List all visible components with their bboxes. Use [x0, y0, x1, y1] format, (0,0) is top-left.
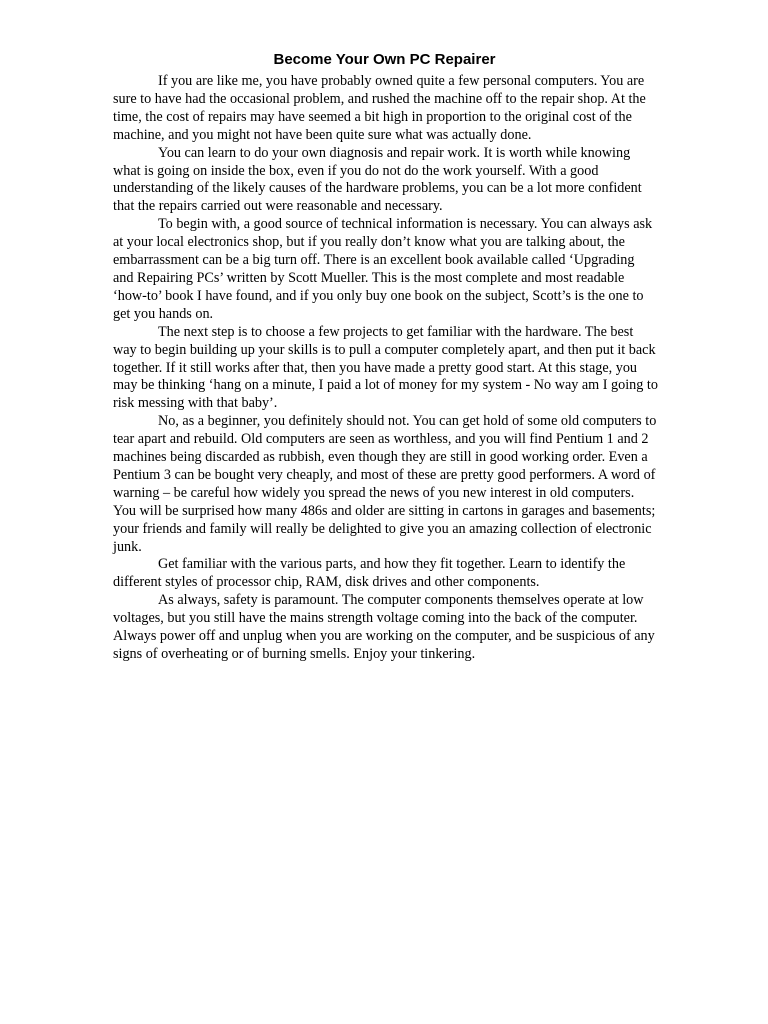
document-title: Become Your Own PC Repairer — [273, 51, 496, 68]
paragraph-4: The next step is to choose a few projects to get familiar with the hardware. The best way to begin building up your skills is to pull a computer completely apart, and then put it back together. If it still works after that, then you have made a pretty good start. At this stage, you may be thinking ‘hang on a minute, I paid a lot of money for my system - No way am I going to risk messing with that baby’. — [113, 323, 658, 412]
document-body — [113, 73, 658, 664]
paragraph-7: As always, safety is paramount. The computer components themselves operate at low voltages, but you still have the mains strength voltage coming into the back of the computer. Always power off and unplug when you are working on the computer, and be suspicious of any signs of overheating or of burning smells. Enjoy your tinkering. — [113, 592, 655, 662]
paragraph-1: If you are like me, you have probably owned quite a few personal computers. You are sure to have had the occasional problem, and rushed the machine off to the repair shop. At the time, the cost of repairs may have seemed a bit high in proportion to the original cost of the machine, and you might not have been quite sure what was actually done. — [113, 73, 646, 143]
paragraph-6: Get familiar with the various parts, and how they fit together. Learn to identify the different styles of processor chip, RAM, disk drives and other components. — [113, 556, 626, 591]
paragraph-2: You can learn to do your own diagnosis and repair work. It is worth while knowing what is going on inside the box, even if you do not do the work yourself. With a good understanding of the likely causes of the hardware problems, you can be a lot more confident that the repairs carried out were reasonable and necessary. — [113, 144, 642, 215]
paragraph-5: No, as a beginner, you definitely should not. You can get hold of some old computers to tear apart and rebuild. Old computers are seen as worthless, and you will find Pentium 1 and 2 machines being discarded as rubbish, even though they are still in good working order. Even a Pentium 3 can be bought very cheaply, and most of these are pretty good performers. A word of warning – be careful how widely you spread the news of you new interest in old computers. You will be surprised how many 486s and older are sitting in cartons in garages and basements; your friends and family will really be delighted to give you an amazing collection of electronic junk. — [113, 413, 657, 555]
paragraph-3: To begin with, a good source of technical information is necessary. You can always ask at your local electronics shop, but if you really don’t know what you are talking about, the embarrassment can be a big turn off. There is an excellent book available called ‘Upgrading and Repairing PCs’ written by Scott Mueller. This is the most complete and most readable ‘how-to’ book I have found, and if you only buy one book on the subject, Scott’s is the one to get you hands on. — [113, 216, 653, 322]
